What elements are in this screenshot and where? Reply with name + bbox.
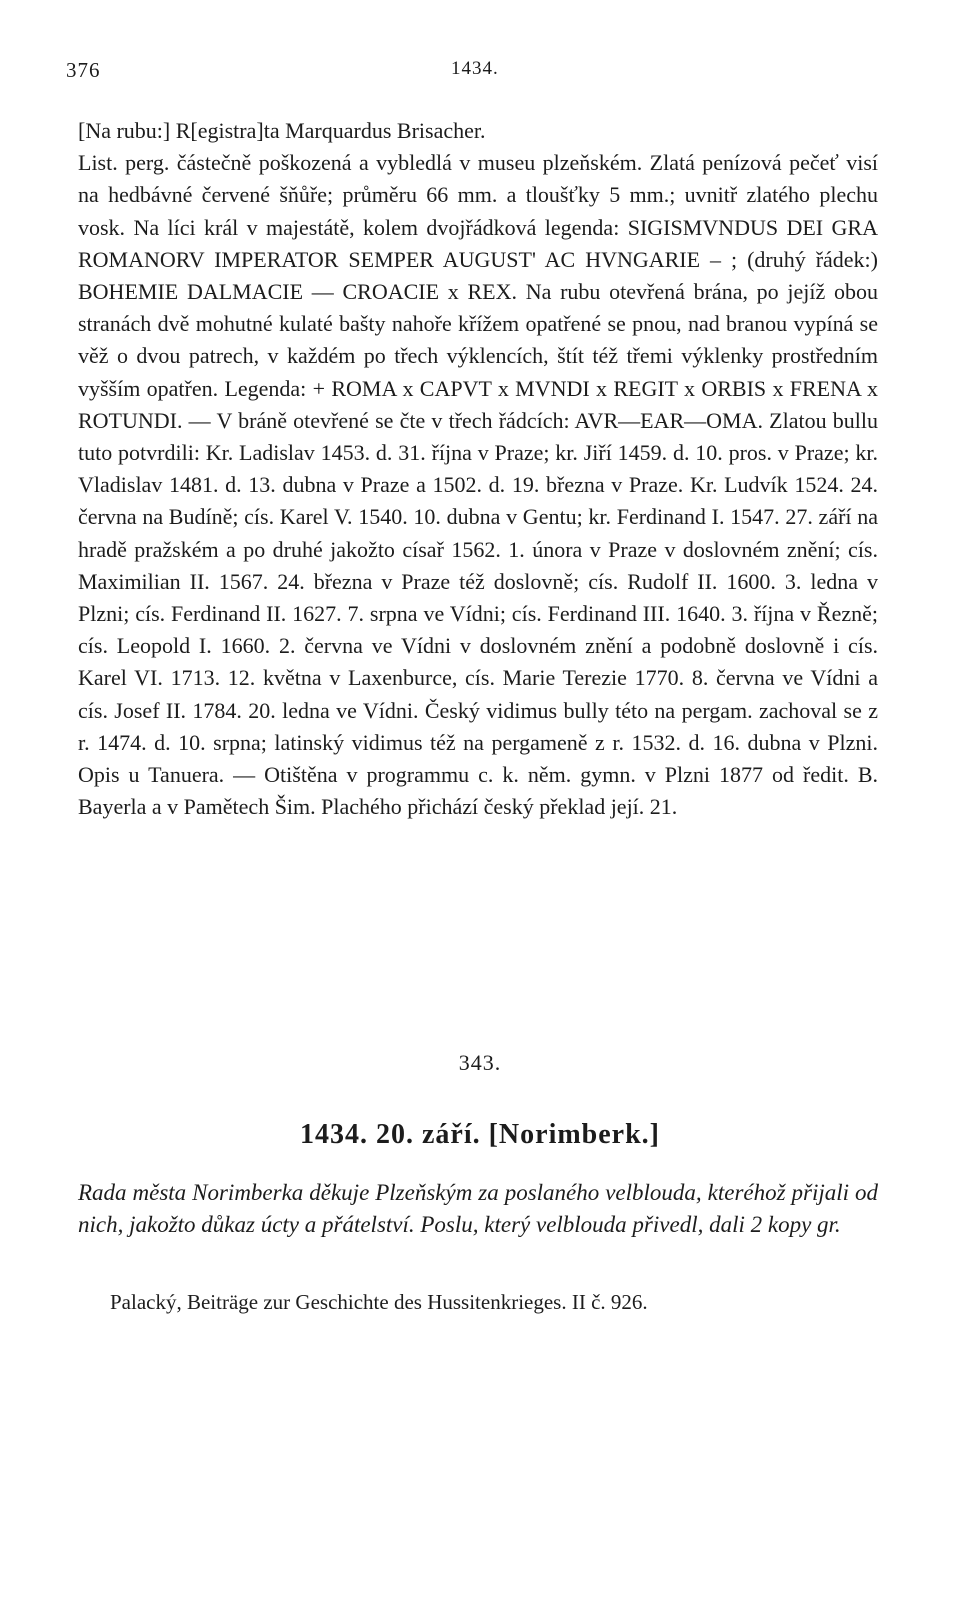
document-regest: Rada města Norimberka děkuje Plzeňským za poslaného velblouda, kteréhož přijali od nich, jakožto důkaz úcty a přátelství. Poslu, který velblouda přivedl, dali 2 kopy gr.	[78, 1180, 878, 1237]
dorsal-note: [Na rubu:] R[egistra]ta Marquardus Brisacher.	[78, 118, 486, 143]
document-number: 343.	[458, 1050, 502, 1075]
page-header	[66, 58, 886, 88]
document-heading: 1434. 20. září. [Norimberk.]	[299, 1119, 661, 1150]
previous-document-notes	[78, 115, 878, 823]
running-header-year: 1434.	[451, 58, 499, 79]
page-number: 376	[66, 58, 101, 82]
source-citation: Palacký, Beiträge zur Geschichte des Hussitenkrieges. II č. 926.	[110, 1290, 648, 1314]
description-paragraph: List. perg. částečně poškozená a vybledlá v museu plzeňském. Zlatá penízová pečeť visí na hedbávné červené šňůře; průměru 66 mm. a tloušťky 5 mm.; uvnitř zlatého plechu vosk. Na líci král v majestátě, kolem dvojřádková legenda: SIGISMVNDUS DEI GRA ROMANORV IMPERATOR SEMPER AUGUST' AC HVNGARIE – ; (druhý řádek:) BOHEMIE DALMACIE — CROACIE x REX. Na rubu otevřená brána, po jejíž obou stranách dvě mohutné kulaté bašty nahoře křížem opatřené se pnou, nad branou vypíná se věž o dvou patrech, v každém po třech výklencích, štít též třemi výklenky prostředním vyšším opatřen. Legenda: + ROMA x CAPVT x MVNDI x REGIT x ORBIS x FRENA x ROTUNDI. — V bráně otevřené se čte v třech řádcích: AVR—EAR—OMA. Zlatou bullu tuto potvrdili: Kr. Ladislav 1453. d. 31. října v Praze; kr. Jiří 1459. d. 10. pros. v Praze; kr. Vladislav 1481. d. 13. dubna v Praze a 1502. d. 19. března v Praze. Kr. Ludvík 1524. 24. června na Budíně; cís. Karel V. 1540. 10. dubna v Gentu; kr. Ferdinand I. 1547. 27. září na hradě pražském a po druhé jakožto císař 1562. 1. února v Praze v doslovném znění; cís. Maximilian II. 1567. 24. března v Praze též doslovně; cís. Rudolf II. 1600. 3. ledna v Plzni; cís. Ferdinand II. 1627. 7. srpna ve Vídni; cís. Ferdinand III. 1640. 3. října v Řezně; cís. Leopold I. 1660. 2. června ve Vídni v doslovném znění a podobně doslovně i cís. Karel VI. 1713. 12. května v Laxenburce, cís. Marie Terezie 1770. 8. června ve Vídni a cís. Josef II. 1784. 20. ledna ve Vídni. Český vidimus bully této na pergam. zachoval se z r. 1474. d. 10. srpna; latinský vidimus též na pergameně z r. 1532. d. 16. dubna v Plzni. Opis u Tanuera. — Otištěna v programmu c. k. něm. gymn. v Plzni 1877 od ředit. B. Bayerla a v Pamětech Šim. Plachého přichází český překlad její. 21.	[78, 150, 878, 820]
